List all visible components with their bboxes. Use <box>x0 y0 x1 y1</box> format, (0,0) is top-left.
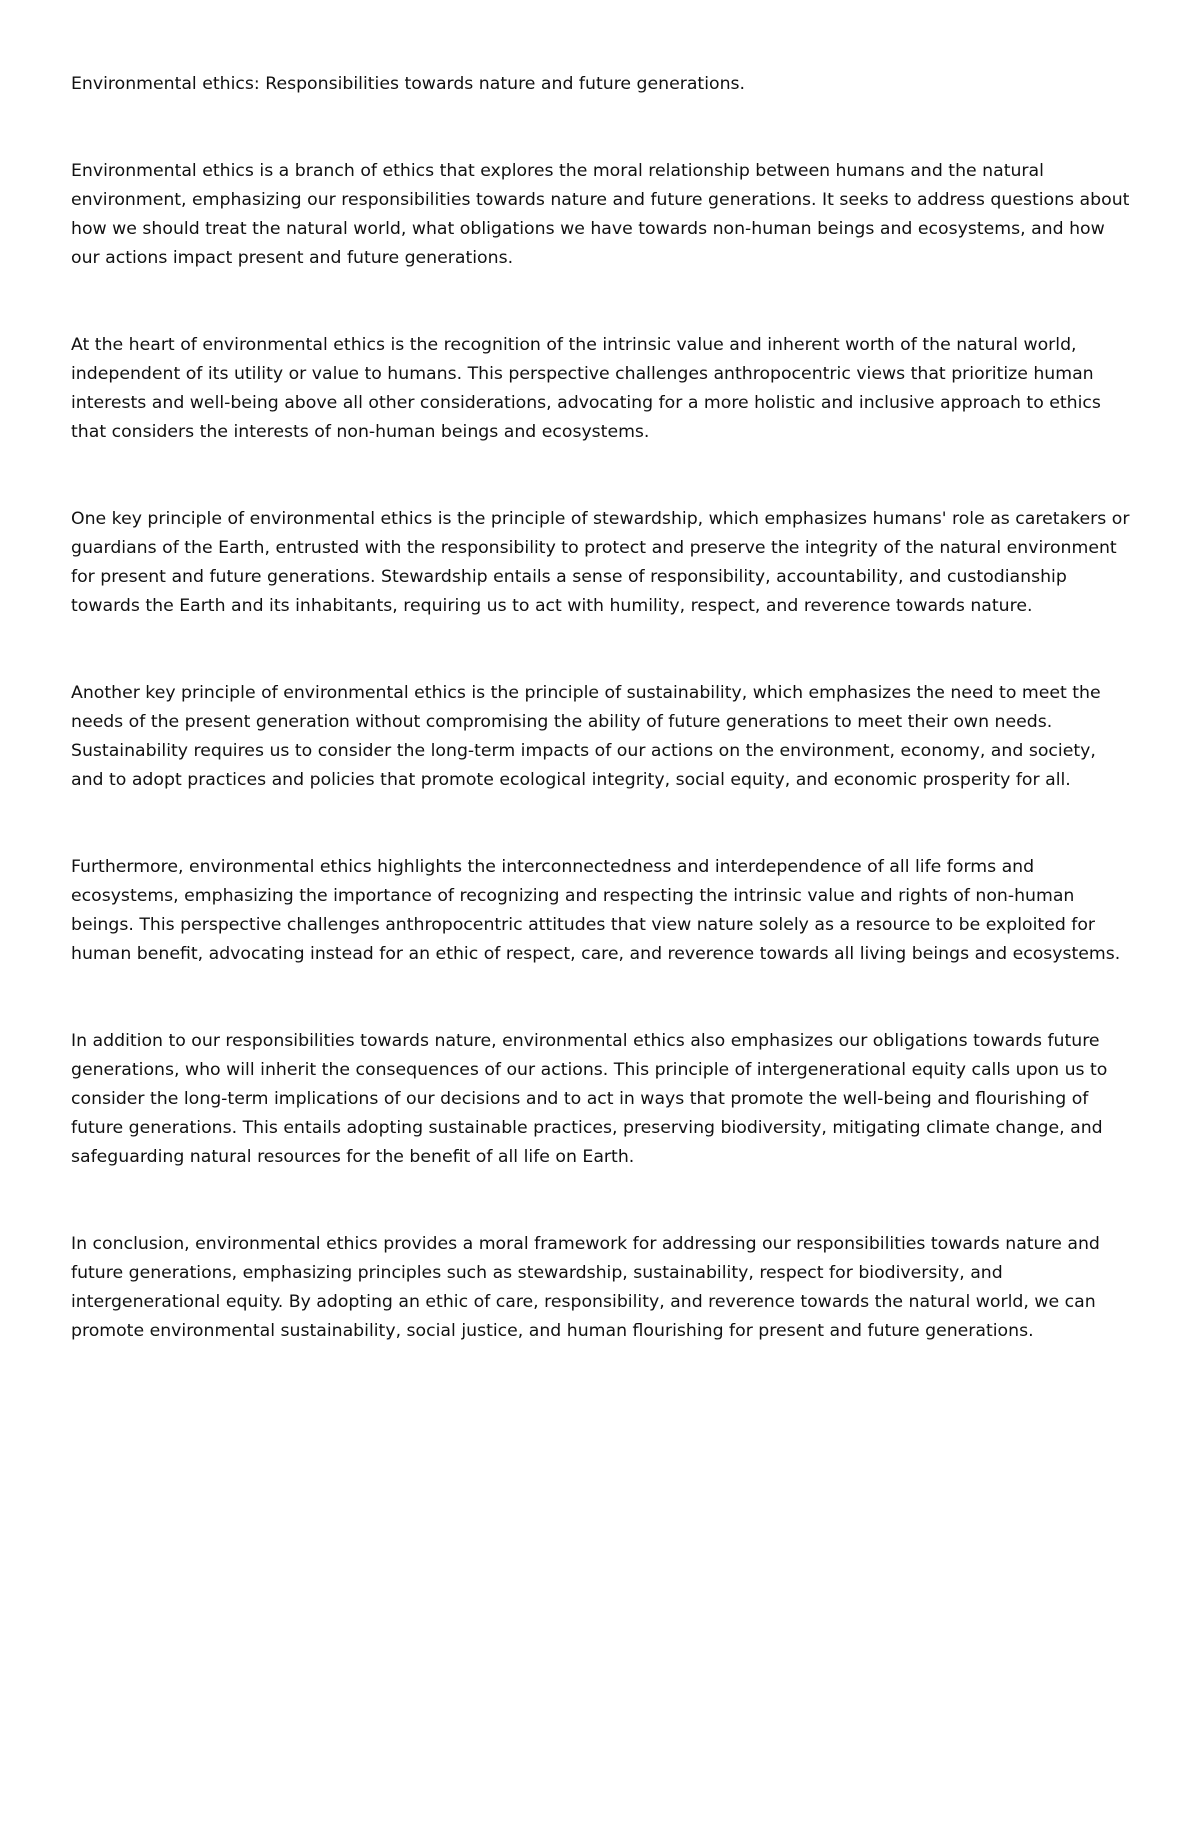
document-body <box>71 70 1131 1404</box>
document-title: Environmental ethics: Responsibilities towards nature and future generations. <box>71 74 746 94</box>
paragraph-intergenerational-equity: In addition to our responsibilities towards nature, environmental ethics also emphasizes our obligations towards future generations, who will inherit the consequences of our actions. This principle of intergenerational equity calls upon us to consider the long-term implications of our decisions and to act in ways that promote the well-being and flourishing of future generations. This entails adopting sustainable practices, preserving biodiversity, mitigating climate change, and safeguarding natural resources for the benefit of all life on Earth. <box>71 1031 1108 1167</box>
paragraph-intrinsic-value: At the heart of environmental ethics is the recognition of the intrinsic value and inherent worth of the natural world, independent of its utility or value to humans. This perspective challenges anthropocentric views that prioritize human interests and well-being above all other considerations, advocating for a more holistic and inclusive approach to ethics that considers the interests of non-human beings and ecosystems. <box>71 335 1101 442</box>
paragraph-introduction: Environmental ethics is a branch of ethics that explores the moral relationship between humans and the natural environment, emphasizing our responsibilities towards nature and future generations. It seeks to address questions about how we should treat the natural world, what obligations we have towards non-human beings and ecosystems, and how our actions impact present and future generations. <box>71 161 1130 268</box>
paragraph-conclusion: In conclusion, environmental ethics provides a moral framework for addressing our responsibilities towards nature and future generations, emphasizing principles such as stewardship, sustainability, respect for biodiversity, and intergenerational equity. By adopting an ethic of care, responsibility, and reverence towards the natural world, we can promote environmental sustainability, social justice, and human flourishing for present and future generations. <box>71 1234 1100 1341</box>
paragraph-sustainability: Another key principle of environmental ethics is the principle of sustainability, which emphasizes the need to meet the needs of the present generation without compromising the ability of future generations to meet their own needs. Sustainability requires us to consider the long-term impacts of our actions on the environment, economy, and society, and to adopt practices and policies that promote ecological integrity, social equity, and economic prosperity for all. <box>71 683 1101 790</box>
paragraph-stewardship: One key principle of environmental ethics is the principle of stewardship, which emphasizes humans' role as caretakers or guardians of the Earth, entrusted with the responsibility to protect and preserve the integrity of the natural environment for present and future generations. Stewardship entails a sense of responsibility, accountability, and custodianship towards the Earth and its inhabitants, requiring us to act with humility, respect, and reverence towards nature. <box>71 509 1130 616</box>
paragraph-interconnectedness: Furthermore, environmental ethics highlights the interconnectedness and interdependence of all life forms and ecosystems, emphasizing the importance of recognizing and respecting the intrinsic value and rights of non-human beings. This perspective challenges anthropocentric attitudes that view nature solely as a resource to be exploited for human benefit, advocating instead for an ethic of respect, care, and reverence towards all living beings and ecosystems. <box>71 857 1121 964</box>
